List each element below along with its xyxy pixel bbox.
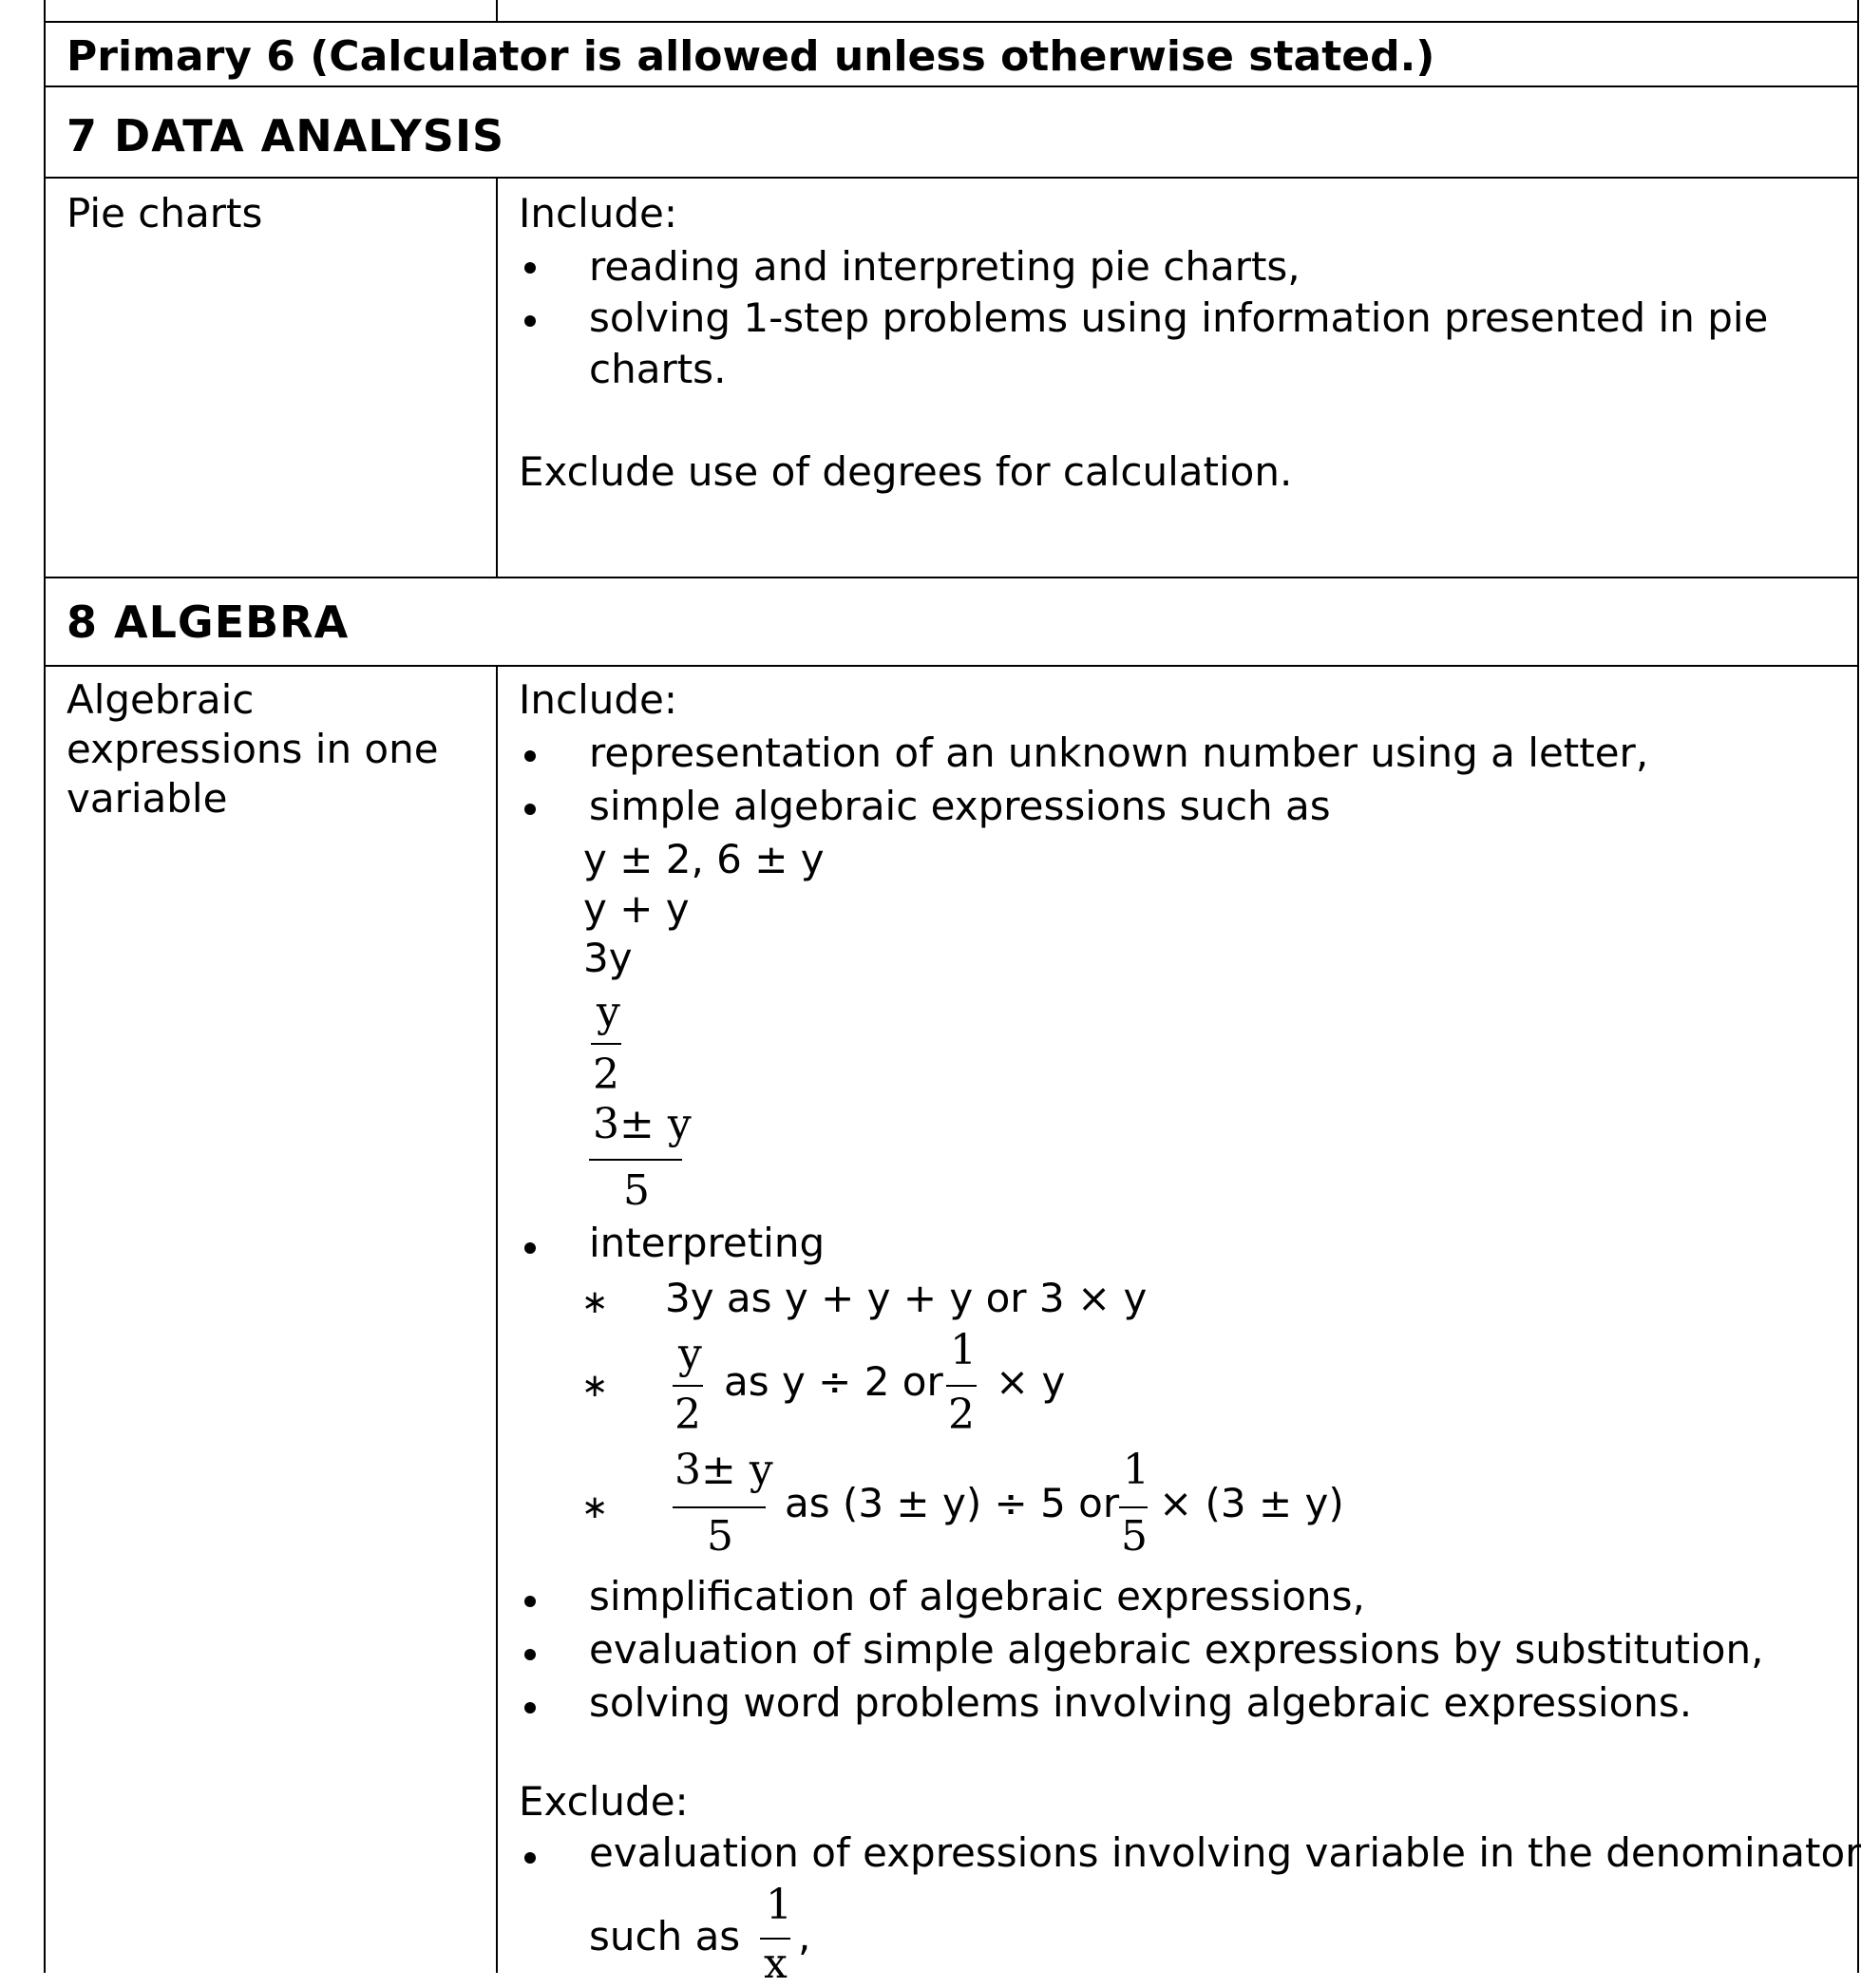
include-label: Include: <box>519 190 678 237</box>
fraction-denominator: 2 <box>674 1391 701 1439</box>
fraction-numerator: 1 <box>950 1326 977 1374</box>
fraction-denominator: 5 <box>707 1512 733 1561</box>
rule-after-heading7 <box>44 177 1859 179</box>
topic-line: Algebraic <box>66 676 255 723</box>
bullet-dot <box>524 1702 536 1713</box>
fraction-numerator: y <box>678 1330 702 1378</box>
bullet-dot <box>524 1649 536 1660</box>
exclude-note: Exclude use of degrees for calculation. <box>519 448 1293 495</box>
topic-pie-charts: Pie charts <box>66 190 263 237</box>
asterisk-marker: ∗ <box>581 1283 609 1321</box>
fraction-bar <box>1119 1506 1148 1508</box>
bullet-dot <box>524 262 536 274</box>
page-title: Primary 6 (Calculator is allowed unless otherwise stated.) <box>66 32 1435 81</box>
topic-line: variable <box>66 775 228 822</box>
bullet-dot <box>524 750 536 762</box>
list-item: reading and interpreting pie charts, <box>589 243 1301 290</box>
border-right <box>1857 21 1859 1973</box>
fraction-numerator: 3± y <box>593 1100 692 1148</box>
list-item-continuation: charts. <box>589 346 727 392</box>
list-item: simple algebraic expressions such as <box>589 783 1331 829</box>
list-item: evaluation of expressions involving variable in the denominator <box>589 1829 1861 1876</box>
section-heading-algebra: 8 ALGEBRA <box>66 596 350 648</box>
asterisk-marker: ∗ <box>581 1367 609 1405</box>
list-item: solving word problems involving algebraic expressions. <box>589 1679 1693 1726</box>
expression-line: y ± 2, 6 ± y <box>583 836 825 882</box>
border-left <box>44 21 46 1973</box>
fraction-bar <box>673 1385 703 1387</box>
asterisk-marker: ∗ <box>581 1488 609 1526</box>
rule-top <box>44 21 1859 23</box>
border-right-top <box>1857 0 1859 23</box>
interpretation-text: as y ÷ 2 or <box>724 1358 943 1405</box>
fraction-numerator: 3± y <box>674 1446 773 1494</box>
bullet-dot <box>524 1242 536 1254</box>
interpretation-text: × y <box>996 1358 1066 1405</box>
border-left-top <box>44 0 46 23</box>
expression-line: 3y <box>583 935 633 981</box>
list-item: evaluation of simple algebraic expressions by substitution, <box>589 1626 1764 1673</box>
include-label: Include: <box>519 676 678 723</box>
fraction-bar <box>589 1159 682 1161</box>
column-divider-s7 <box>496 177 498 577</box>
bullet-dot <box>524 1596 536 1607</box>
list-item: representation of an unknown number using a letter, <box>589 729 1649 776</box>
rule-after-title <box>44 85 1859 87</box>
border-mid-top <box>496 0 498 23</box>
topic-line: expressions in one <box>66 726 439 772</box>
interpretation-text: as (3 ± y) ÷ 5 or <box>785 1480 1120 1526</box>
rule-after-section7 <box>44 577 1859 578</box>
fraction-denominator: 5 <box>1121 1512 1148 1561</box>
bullet-dot <box>524 315 536 327</box>
exclude-label: Exclude: <box>519 1778 689 1825</box>
bullet-dot <box>524 1852 536 1864</box>
fraction-denominator: 2 <box>593 1051 619 1099</box>
fraction-bar <box>946 1385 977 1387</box>
fraction-bar <box>591 1043 621 1045</box>
interpretation-text: × (3 ± y) <box>1159 1480 1344 1526</box>
fraction-numerator: 1 <box>1123 1446 1149 1494</box>
fraction-numerator: y <box>597 988 620 1036</box>
list-item-continuation: such as <box>589 1913 741 1960</box>
fraction-denominator: 5 <box>623 1166 650 1215</box>
rule-after-heading8 <box>44 665 1859 667</box>
section-heading-data-analysis: 7 DATA ANALYSIS <box>66 110 505 161</box>
fraction-numerator: 1 <box>766 1881 792 1929</box>
fraction-denominator: 2 <box>948 1391 975 1439</box>
bullet-dot <box>524 804 536 815</box>
list-item-comma: , <box>798 1913 811 1960</box>
list-item: simplification of algebraic expressions, <box>589 1573 1365 1619</box>
list-item: solving 1-step problems using information presented in pie <box>589 294 1769 341</box>
list-item: interpreting <box>589 1220 826 1266</box>
column-divider-s8 <box>496 665 498 1973</box>
fraction-bar <box>673 1506 766 1508</box>
expression-line: y + y <box>583 885 690 932</box>
interpretation-line: 3y as y + y + y or 3 × y <box>665 1275 1148 1321</box>
fraction-denominator: x <box>764 1940 788 1988</box>
